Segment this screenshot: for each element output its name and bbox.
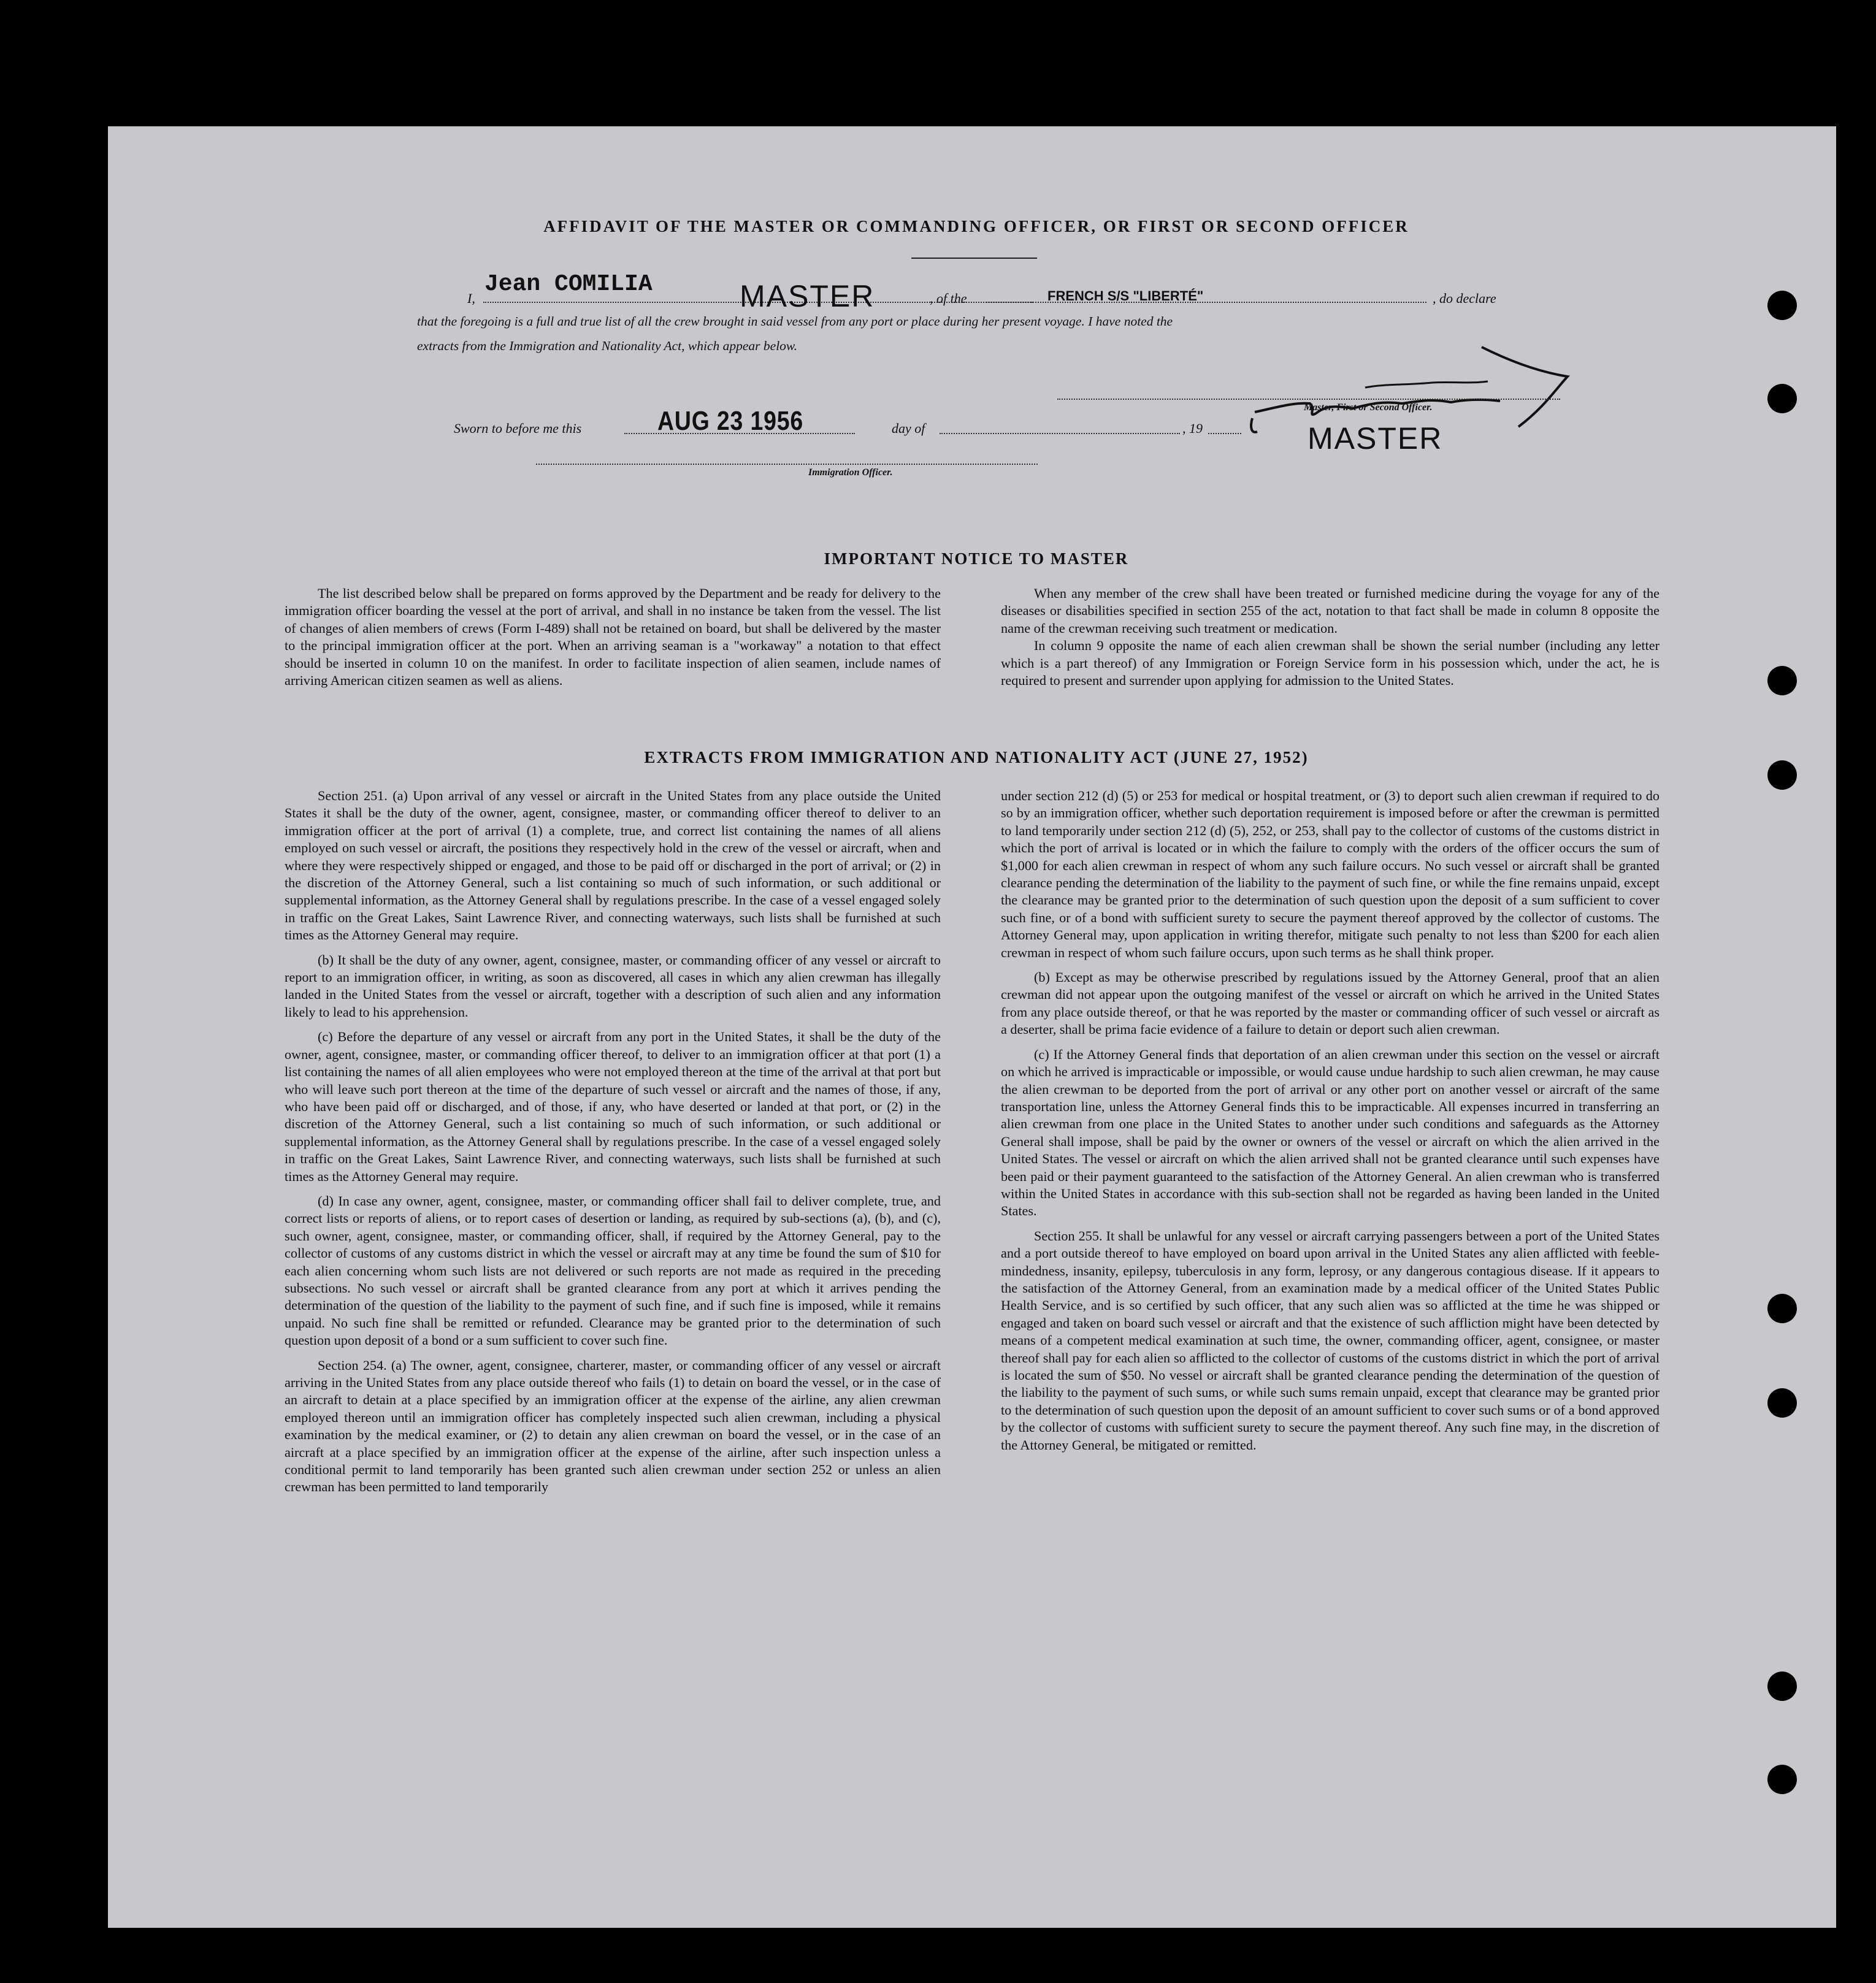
notice-right-paragraph-1: When any member of the crew shall have been treated or furnished medicine during the voyage for any of the diseases or disabilities specified in section 255 of the act, notation to that fact shall be made in column 8 opposite the name of the crewman receiving such treatment or medication. [1001,586,1660,636]
extracts-title: EXTRACTS FROM IMMIGRATION AND NATIONALITY ACT (JUNE 27, 1952) [644,748,1309,766]
year-prefix: , 19 [1182,421,1203,436]
master-rank-stamp: MASTER [740,279,875,313]
section-254-a: Section 254. (a) The owner, agent, consignee, charterer, master, or commanding officer of any vessel or aircraft arriving in the United States from any place outside thereof who fails (1) to detain on board the vessel, or in the case of an aircraft to detain at a place specified by an immigration officer at the expense of the airline, any alien crewman employed thereon until an immigration officer has completely inspected such alien crewman, including a physical examination by the medical examiner, or (2) to detain any alien crewman on board the vessel, or in the case of an aircraft at a place specified by an immigration officer at the expense of the airline, after such inspection unless a conditional permit to land temporarily has been granted such alien crewman under section 252 or unless an alien crewman has been permitted to land temporarily [285,1357,941,1495]
notice-left-paragraph: The list described below shall be prepared on forms approved by the Department and be ready for delivery to the immigration officer boarding the vessel at the port of arrival, and shall in no instance be taken from the vessel. The list of changes of alien members of crews (Form I-489) shall not be retained on board, but shall be delivered by the master to the principal immigration officer at the port. When an arriving seaman is a "workaway" a notation to that effect should be inserted in column 10 on the manifest. In order to facilitate inspection of alien seamen, include names of arriving American citizen seamen as well as aliens. [285,586,941,689]
binder-hole-1 [1767,291,1797,320]
declaration-line-3: extracts from the Immigration and Nationality Act, which appear below. [417,338,798,353]
title-rule [911,258,1037,259]
vessel-name: FRENCH S/S "LIBERTÉ" [1047,288,1204,304]
master-stamp: MASTER [1307,421,1443,456]
section-251-c: (c) Before the departure of any vessel or aircraft from any port in the United States, it shall be the duty of the owner, agent, consignee, master, or commanding officer thereof, to deliver to an immigration officer at that port (1) a list containing the names of all alien employees who were not employed thereon at the time of the arrival at that port but who will leave such port thereon at the time of the departure of such vessel or aircraft and the names of those, if any, who have been paid off or discharged, and of those, if any, who have deserted or landed at that port, or (2) in the discretion of the Attorney General, such a list containing so much of such information, or such additional or supplemental information, as the Attorney General shall by regulations prescribe. In the case of a vessel engaged solely in traffic on the Great Lakes, Saint Lawrence River, and connecting waterways, such lists shall be furnished at such times as the Attorney General may require. [285,1029,941,1184]
affidavit-title: AFFIDAVIT OF THE MASTER OR COMMANDING OFFICER, OR FIRST OR SECOND OFFICER [543,217,1409,235]
binder-hole-7 [1767,1672,1797,1701]
master-signature-line [1057,399,1560,400]
section-255: Section 255. It shall be unlawful for any vessel or aircraft carrying passengers between a port of the United States and a port outside thereof to have employed on board upon arrival in the United States any alien afflicted with feeble-mindedness, insanity, epilepsy, tuberculosis in any form, leprosy, or any dangerous contagious disease. If it appears to the satisfaction of the Attorney General, from an examination made by a medical officer of the United States Public Health Service, and is so certified by such officer, that any such alien was so afflicted at the time he was shipped or engaged and taken on board such vessel or aircraft and that the existence of such affliction might have been detected by means of a competent medical examination at such time, the owner, commanding officer, agent, consignee, or master thereof shall pay for each alien so afflicted to the collector of customs of the customs district in which the port of arrival is located the sum of $50. No vessel or aircraft shall be granted clearance pending the determination of the question of the liability to the payment of such sums, or while such sums remain unpaid, except that clearance may be granted prior to the determination of such question upon the deposit of an amount sufficient to cover such sums or of a bond approved by the collector of customs with sufficient surety to secure the payment thereof. Any such fine may, in the discretion of the Attorney General, be mitigated or remitted. [1001,1228,1660,1453]
day-of-line [940,433,1180,434]
master-name: Jean COMILIA [484,271,653,297]
section-254-c: (c) If the Attorney General finds that deportation of an alien crewman under this section on the vessel or aircraft on which he arrived is impracticable or impossible, or would cause undue hardship to such alien crewman, he may cause the alien crewman to be deported from the port of arrival or any other port on another vessel or aircraft of the same transportation line, unless the Attorney General finds this to be impracticable. All expenses incurred in transferring an alien crewman from one place in the United States to another under such conditions and safeguards as the Attorney General shall impose, shall be paid by the owner or owners of the vessel or aircraft on which the alien arrived in the United States. The vessel or aircraft on which the alien arrived shall not be granted clearance until such expenses have been paid or their payment guaranteed to the satisfaction of the Attorney General. An alien crewman who is transferred within the United States in accordance with this sub-section shall not be regarded as having been landed in the United States. [1001,1046,1660,1219]
declaration-line-2: that the foregoing is a full and true list of all the crew brought in said vessel from any port or place during her present voyage. I have noted the [417,314,1173,329]
notice-left-column [285,585,941,697]
binder-hole-6 [1767,1388,1797,1418]
notice-right-column [1001,585,1660,697]
sworn-date-stamp: AUG 23 1956 [657,406,804,436]
extracts-left-column [285,787,941,1503]
sworn-prefix: Sworn to before me this [454,421,582,436]
section-251-d: (d) In case any owner, agent, consignee, master, or commanding officer shall fail to deliver complete, true, and correct lists or reports of aliens, or to report cases of desertion or landing, as required by sub-sections (a), (b), and (c), such owner, agent, consignee, master, or commanding officer, shall, if required by the Attorney General, pay to the collector of customs of any customs district in which the vessel or aircraft may at any time be found the sum of $10 for each alien concerning whom such lists are not delivered or such reports are not made as required in the preceding subsections. No such vessel or aircraft shall be granted clearance from any port at which it arrives pending the determination of the question of the liability to the payment of such fine, and if such fine is imposed, while it remains unpaid. No such fine shall be remitted or refunded. Clearance may be granted prior to the determination of such question upon deposit of a bond or a sum sufficient to cover such fine. [285,1193,941,1348]
do-declare-label: , do declare [1433,291,1496,306]
officer-signature-line [536,464,1038,465]
document-page [108,126,1836,1928]
prefix-i: I, [467,291,475,306]
section-251-b: (b) It shall be the duty of any owner, agent, consignee, master, or commanding officer of any vessel or aircraft to report to an immigration officer, in writing, as soon as discovered, all cases in which any alien crewman has illegally landed in the United States from the vessel or aircraft, together with a description of such alien and any information likely to lead to his apprehension. [285,952,941,1020]
of-the-label: , of the [930,291,967,306]
section-251-a: Section 251. (a) Upon arrival of any vessel or aircraft in the United States from any place outside the United States it shall be the duty of the owner, agent, consignee, master, or commanding officer thereof to deliver to an immigration officer at the port of arrival (1) a complete, true, and correct list containing the names of all aliens employed on such vessel or aircraft, the positions they respectively hold in the crew of the vessel or aircraft, when and where they were respectively shipped or engaged, and those to be paid off or discharged in the port of arrival; or (2) in the discretion of the Attorney General, such a list containing so much of such information, or such additional or supplemental information, as the Attorney General shall by regulations prescribe. In the case of a vessel engaged solely in traffic on the Great Lakes, Saint Lawrence River, and connecting waterways, such lists shall be furnished at such times as the Attorney General may require. [285,788,941,943]
officer-caption: Immigration Officer. [808,467,893,478]
extracts-right-column [1001,787,1660,1461]
master-caption: Master, First or Second Officer. [1304,402,1433,413]
binder-hole-2 [1767,384,1797,413]
binder-hole-5 [1767,1294,1797,1323]
binder-hole-8 [1767,1765,1797,1794]
section-254-a-continued: under section 212 (d) (5) or 253 for medical or hospital treatment, or (3) to deport such alien crewman if required to do so by an immigration officer, whether such deportation requirement is imposed before or after the crewman is permitted to land temporarily under section 212 (d) (5), 252, or 253, shall pay to the collector of customs of the customs district in which the port of arrival is located or in which the failure to comply with the orders of the officer occurs the sum of $1,000 for each alien crewman in respect of whom any such failure occurs. No such vessel or aircraft shall be granted clearance pending the determination of the liability to the payment of such fine, or while the fine remains unpaid, except the clearance may be granted prior to the determination of such question upon the deposit of a sum sufficient to cover such fine, or of a bond with sufficient surety to secure the payment thereof approved by the collector of customs. The Attorney General may, upon application in writing therefor, mitigate such penalty to not less than $200 for each alien crewman in respect of whom such failure occurs, upon such terms as he shall think proper. [1001,788,1660,960]
binder-hole-4 [1767,760,1797,790]
section-254-b: (b) Except as may be otherwise prescribed by regulations issued by the Attorney General, proof that an alien crewman did not appear upon the outgoing manifest of the vessel or aircraft on which he arrived in the United States from any place outside thereof, or that he was reported by the master or commanding officer of such vessel or aircraft as a deserter, shall be prima facie evidence of a failure to detain or deport such alien crewman. [1001,969,1660,1037]
binder-hole-3 [1767,666,1797,695]
notice-right-paragraph-2: In column 9 opposite the name of each alien crewman shall be shown the serial number (including any letter which is a part thereof) of any Immigration or Foreign Service form in his possession which, under the act, he is required to present and surrender upon applying for admission to the United States. [1001,638,1660,689]
notice-title: IMPORTANT NOTICE TO MASTER [824,549,1129,568]
day-of-label: day of [892,421,925,436]
year-line [1208,433,1241,434]
